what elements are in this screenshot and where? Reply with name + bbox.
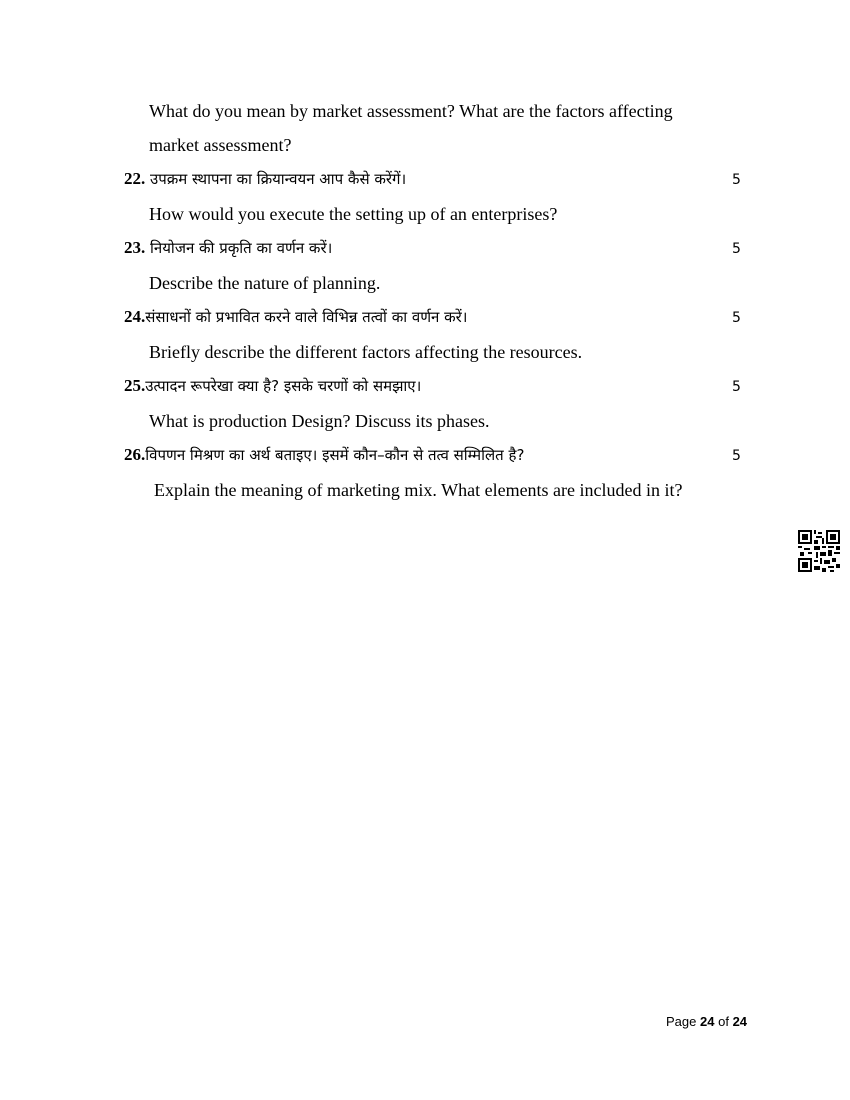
continuation-line-2: market assessment? [149,135,292,155]
question-24-english: Briefly describe the different factors affecting the resources. [149,342,583,362]
question-text-hindi: उपक्रम स्थापना का क्रियान्वयन आप कैसे करेंगें। [145,170,407,188]
question-text-hindi: उत्पादन रूपरेखा क्या है? इसके चरणों को समझाए। [145,377,422,395]
question-number: 22. [124,169,146,188]
marks-label: 5 [732,310,741,326]
question-25-hindi [124,376,421,396]
marks-label: 5 [732,172,741,188]
marks-label: 5 [732,448,741,464]
footer-current-page: 24 [700,1014,715,1029]
question-22-hindi [124,169,406,189]
question-23-hindi [124,238,332,258]
page-footer [666,1014,747,1029]
question-number: 25. [124,376,146,395]
question-25-english: What is production Design? Discuss its phases. [149,411,490,431]
question-22-english: How would you execute the setting up of an enterprises? [149,204,558,224]
question-24-hindi [124,307,468,327]
footer-of-word: of [718,1014,729,1029]
question-number: 24. [124,307,146,326]
marks-label: 5 [732,379,741,395]
question-text-hindi: नियोजन की प्रकृति का वर्णन करें। [145,239,333,257]
question-26-hindi [124,445,524,465]
question-23-english: Describe the nature of planning. [149,273,381,293]
question-text-hindi: संसाधनों को प्रभावित करने वाले विभिन्न तत्वों का वर्णन करें। [145,308,468,326]
footer-total-pages: 24 [732,1014,748,1029]
question-text-hindi: विपणन मिश्रण का अर्थ बताइए। इसमें कौन–कौन से तत्व सम्मिलित है? [145,446,525,464]
question-26-english: Explain the meaning of marketing mix. What elements are included in it? [154,480,683,500]
question-number: 23. [124,238,146,257]
continuation-line-1: What do you mean by market assessment? What are the factors affecting [149,101,673,121]
question-number: 26. [124,445,146,464]
qr-code-icon [798,530,840,572]
footer-page-word: Page [666,1014,697,1029]
marks-label: 5 [732,241,741,257]
